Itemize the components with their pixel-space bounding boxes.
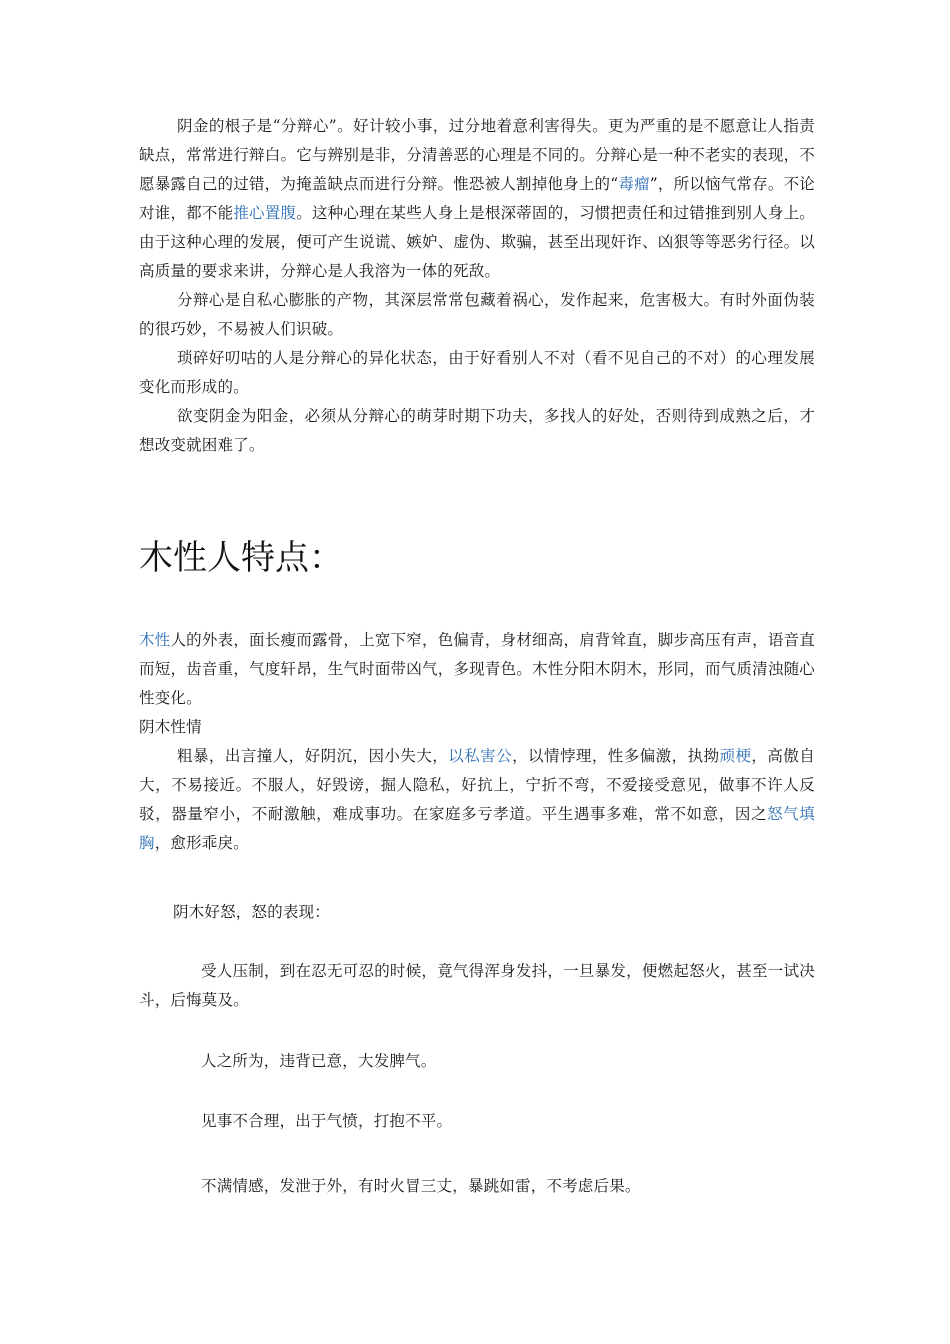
section-yinjin <box>139 112 815 460</box>
link-yisihaigong[interactable]: 以私害公 <box>448 747 513 765</box>
text-segment: ，愈形乖戾。 <box>154 834 249 852</box>
anger-item: 不满情感，发泄于外，有时火冒三丈，暴跳如雷，不考虑后果。 <box>201 1177 641 1195</box>
link-nuqitianxiong[interactable]: 怒气填胸 <box>139 805 815 852</box>
paragraph-yinmu-traits <box>139 742 815 858</box>
text-segment: 阴金的根子是“分辩心”。好计较小事，过分地着意利害得失。更为严重的是不愿意让人指责缺点，常常进行辩白。它与辨别是非，分清善恶的心理是不同的。分辩心是一种不老实的表现，不愿暴露自己的过错，为掩盖缺点而进行分辩。惟恐被人割掉他身上的“ <box>139 117 815 193</box>
text-segment: 。这种心理在某些人身上是根深蒂固的，习惯把责任和过错推到别人身上。由于这种心理的发展，便可产生说谎、嫉妒、虚伪、欺骗，甚至出现奸诈、凶狠等等恶劣行径。以高质量的要求来讲，分辩心是人我溶为一体的死敌。 <box>139 204 815 280</box>
text-segment: ”，所以恼气常存。不论对谁，都不能 <box>139 175 815 222</box>
text-segment: 粗暴，出言撞人，好阴沉，因小失大， <box>177 747 449 765</box>
text-segment: ，以情悖理，性多偏激，执拗 <box>512 747 720 765</box>
anger-paragraph-text: 受人压制，到在忍无可忍的时候，竟气得浑身发抖，一旦暴发，便燃起怒火，甚至一试决斗，后悔莫及。 <box>139 962 815 1009</box>
link-tuixinzhifu[interactable]: 推心置腹 <box>233 204 297 222</box>
link-muxing[interactable]: 木性 <box>139 631 171 649</box>
text-segment: 人的外表，面长瘦而露骨，上宽下窄，色偏青，身材细高，肩背耸直，脚步高压有声，语音直而短，齿音重，气度轩昂，生气时面带凶气，多现青色。木性分阳木阴木，形同，而气质清浊随心性变化。 <box>139 631 816 707</box>
paragraph-yinjin-1 <box>139 112 815 286</box>
anger-item: 人之所为，违背已意，大发脾气。 <box>201 1052 437 1070</box>
anger-item: 见事不合理，出于气愤，打抱不平。 <box>201 1112 453 1130</box>
paragraph-yinjin-4: 欲变阴金为阳金，必须从分辩心的萌芽时期下功夫，多找人的好处，否则待到成熟之后，才想改变就困难了。 <box>139 407 815 454</box>
paragraph-yinjin-2: 分辩心是自私心膨胀的产物，其深层常常包藏着祸心，发作起来，危害极大。有时外面伪装的很巧妙，不易被人们识破。 <box>139 291 815 338</box>
subtitle-yinmu: 阴木性情 <box>139 718 202 736</box>
anger-paragraph-1 <box>139 957 815 1015</box>
text-segment: ，高傲自大，不易接近。不服人，好毁谤，掘人隐私，好抗上，宁折不弯，不爱接受意见，做事不许人反驳，器量窄小，不耐激触，难成事功。在家庭多亏孝道。平生遇事多难，常不如意，因之 <box>139 747 815 823</box>
paragraph-mu-intro <box>139 626 815 713</box>
link-duliu[interactable]: 毒瘤 <box>618 175 650 193</box>
paragraph-yinjin-3: 琐碎好叨咕的人是分辩心的异化状态，由于好看别人不对（看不见自己的不对）的心理发展变化而形成的。 <box>139 349 815 396</box>
section-heading-muxing: 木性人特点： <box>139 538 343 578</box>
link-wangeng[interactable]: 顽梗 <box>719 747 752 765</box>
section-mu-intro <box>139 626 815 858</box>
anger-title: 阴木好怒，怒的表现： <box>173 903 331 921</box>
